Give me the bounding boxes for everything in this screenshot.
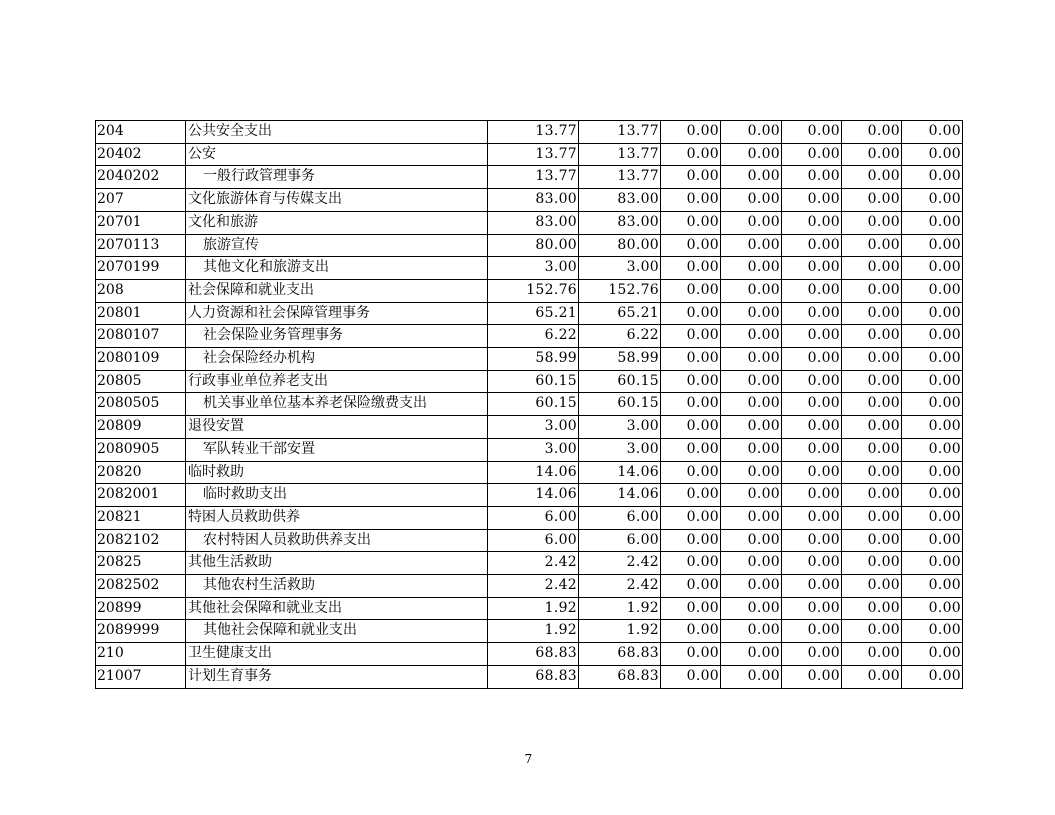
amount-cell: 80.00 — [488, 234, 579, 257]
amount-cell: 0.00 — [842, 348, 902, 371]
amount-cell: 0.00 — [661, 257, 721, 280]
amount-cell: 0.00 — [782, 461, 842, 484]
table-row — [96, 302, 963, 325]
table-row — [96, 325, 963, 348]
table-row — [96, 643, 963, 666]
table-row — [96, 121, 963, 144]
amount-cell: 68.83 — [579, 643, 661, 666]
amount-cell: 0.00 — [721, 348, 782, 371]
amount-cell: 0.00 — [842, 597, 902, 620]
amount-cell: 0.00 — [902, 325, 963, 348]
amount-cell: 13.77 — [579, 143, 661, 166]
table-row — [96, 484, 963, 507]
amount-cell: 0.00 — [782, 348, 842, 371]
amount-cell: 14.06 — [579, 484, 661, 507]
account-code-cell: 20701 — [96, 211, 186, 234]
amount-cell: 0.00 — [902, 189, 963, 212]
amount-cell: 0.00 — [782, 529, 842, 552]
amount-cell: 0.00 — [661, 279, 721, 302]
account-code-cell: 204 — [96, 121, 186, 144]
account-name-cell: 社会保障和就业支出 — [186, 279, 488, 302]
amount-cell: 0.00 — [842, 575, 902, 598]
amount-cell: 1.92 — [488, 620, 579, 643]
amount-cell: 0.00 — [902, 302, 963, 325]
amount-cell: 0.00 — [782, 143, 842, 166]
amount-cell: 0.00 — [842, 189, 902, 212]
amount-cell: 0.00 — [902, 166, 963, 189]
table-row — [96, 348, 963, 371]
account-code-cell: 2082502 — [96, 575, 186, 598]
amount-cell: 0.00 — [721, 529, 782, 552]
account-name-cell: 其他生活救助 — [186, 552, 488, 575]
amount-cell: 152.76 — [488, 279, 579, 302]
amount-cell: 0.00 — [902, 552, 963, 575]
amount-cell: 1.92 — [579, 620, 661, 643]
amount-cell: 0.00 — [902, 620, 963, 643]
amount-cell: 0.00 — [842, 143, 902, 166]
amount-cell: 0.00 — [902, 257, 963, 280]
account-name-cell: 社会保险经办机构 — [186, 348, 488, 371]
account-code-cell: 20809 — [96, 416, 186, 439]
amount-cell: 6.00 — [488, 529, 579, 552]
amount-cell: 0.00 — [842, 121, 902, 144]
amount-cell: 0.00 — [661, 393, 721, 416]
table-row — [96, 234, 963, 257]
amount-cell: 0.00 — [902, 121, 963, 144]
amount-cell: 0.00 — [842, 257, 902, 280]
amount-cell: 0.00 — [661, 143, 721, 166]
amount-cell: 0.00 — [782, 597, 842, 620]
amount-cell: 0.00 — [902, 370, 963, 393]
amount-cell: 0.00 — [842, 393, 902, 416]
account-code-cell: 2082001 — [96, 484, 186, 507]
amount-cell: 60.15 — [488, 370, 579, 393]
amount-cell: 0.00 — [782, 121, 842, 144]
amount-cell: 0.00 — [661, 189, 721, 212]
amount-cell: 6.22 — [488, 325, 579, 348]
account-name-cell: 临时救助支出 — [186, 484, 488, 507]
amount-cell: 3.00 — [579, 257, 661, 280]
amount-cell: 0.00 — [842, 325, 902, 348]
amount-cell: 0.00 — [782, 416, 842, 439]
amount-cell: 0.00 — [782, 166, 842, 189]
amount-cell: 0.00 — [721, 302, 782, 325]
amount-cell: 0.00 — [661, 552, 721, 575]
amount-cell: 6.00 — [579, 529, 661, 552]
account-code-cell: 2080905 — [96, 438, 186, 461]
amount-cell: 3.00 — [488, 438, 579, 461]
account-code-cell: 20820 — [96, 461, 186, 484]
amount-cell: 0.00 — [902, 234, 963, 257]
account-code-cell: 2070199 — [96, 257, 186, 280]
amount-cell: 68.83 — [488, 665, 579, 688]
amount-cell: 0.00 — [661, 121, 721, 144]
table-row — [96, 506, 963, 529]
account-code-cell: 2070113 — [96, 234, 186, 257]
amount-cell: 0.00 — [782, 393, 842, 416]
account-code-cell: 208 — [96, 279, 186, 302]
amount-cell: 13.77 — [579, 121, 661, 144]
amount-cell: 3.00 — [579, 416, 661, 439]
amount-cell: 0.00 — [721, 279, 782, 302]
amount-cell: 1.92 — [488, 597, 579, 620]
account-name-cell: 其他文化和旅游支出 — [186, 257, 488, 280]
account-name-cell: 军队转业干部安置 — [186, 438, 488, 461]
amount-cell: 0.00 — [842, 234, 902, 257]
table-row — [96, 575, 963, 598]
amount-cell: 0.00 — [782, 506, 842, 529]
amount-cell: 0.00 — [842, 279, 902, 302]
amount-cell: 0.00 — [721, 484, 782, 507]
amount-cell: 0.00 — [661, 643, 721, 666]
amount-cell: 0.00 — [902, 348, 963, 371]
table-row — [96, 461, 963, 484]
account-code-cell: 2080109 — [96, 348, 186, 371]
amount-cell: 0.00 — [721, 643, 782, 666]
account-code-cell: 20402 — [96, 143, 186, 166]
amount-cell: 0.00 — [842, 529, 902, 552]
amount-cell: 0.00 — [782, 643, 842, 666]
table-row — [96, 189, 963, 212]
amount-cell: 0.00 — [661, 620, 721, 643]
amount-cell: 3.00 — [488, 257, 579, 280]
account-name-cell: 行政事业单位养老支出 — [186, 370, 488, 393]
amount-cell: 0.00 — [721, 143, 782, 166]
amount-cell: 0.00 — [842, 506, 902, 529]
amount-cell: 0.00 — [661, 302, 721, 325]
table-row — [96, 416, 963, 439]
account-code-cell: 20825 — [96, 552, 186, 575]
table-row — [96, 279, 963, 302]
amount-cell: 0.00 — [661, 348, 721, 371]
amount-cell: 0.00 — [782, 234, 842, 257]
account-code-cell: 20801 — [96, 302, 186, 325]
amount-cell: 0.00 — [902, 143, 963, 166]
amount-cell: 6.00 — [579, 506, 661, 529]
amount-cell: 0.00 — [721, 166, 782, 189]
amount-cell: 0.00 — [782, 325, 842, 348]
table-row — [96, 597, 963, 620]
amount-cell: 0.00 — [721, 461, 782, 484]
amount-cell: 83.00 — [488, 189, 579, 212]
amount-cell: 0.00 — [902, 461, 963, 484]
table-row — [96, 438, 963, 461]
amount-cell: 0.00 — [902, 575, 963, 598]
amount-cell: 0.00 — [842, 461, 902, 484]
account-name-cell: 文化和旅游 — [186, 211, 488, 234]
account-name-cell: 旅游宣传 — [186, 234, 488, 257]
amount-cell: 0.00 — [721, 575, 782, 598]
table-row — [96, 211, 963, 234]
amount-cell: 14.06 — [488, 461, 579, 484]
amount-cell: 0.00 — [721, 665, 782, 688]
account-code-cell: 20805 — [96, 370, 186, 393]
table-row — [96, 257, 963, 280]
amount-cell: 0.00 — [842, 370, 902, 393]
amount-cell: 14.06 — [579, 461, 661, 484]
amount-cell: 0.00 — [661, 211, 721, 234]
amount-cell: 2.42 — [488, 575, 579, 598]
amount-cell: 0.00 — [902, 643, 963, 666]
amount-cell: 58.99 — [488, 348, 579, 371]
account-name-cell: 其他社会保障和就业支出 — [186, 620, 488, 643]
amount-cell: 0.00 — [842, 665, 902, 688]
amount-cell: 0.00 — [661, 234, 721, 257]
amount-cell: 60.15 — [579, 393, 661, 416]
account-name-cell: 社会保险业务管理事务 — [186, 325, 488, 348]
amount-cell: 0.00 — [782, 257, 842, 280]
amount-cell: 0.00 — [661, 665, 721, 688]
account-name-cell: 一般行政管理事务 — [186, 166, 488, 189]
amount-cell: 0.00 — [661, 370, 721, 393]
amount-cell: 0.00 — [782, 211, 842, 234]
amount-cell: 0.00 — [721, 189, 782, 212]
table-row — [96, 370, 963, 393]
amount-cell: 68.83 — [579, 665, 661, 688]
amount-cell: 0.00 — [661, 166, 721, 189]
amount-cell: 0.00 — [721, 370, 782, 393]
amount-cell: 0.00 — [842, 438, 902, 461]
amount-cell: 0.00 — [902, 665, 963, 688]
account-name-cell: 临时救助 — [186, 461, 488, 484]
account-code-cell: 2089999 — [96, 620, 186, 643]
amount-cell: 2.42 — [579, 552, 661, 575]
amount-cell: 0.00 — [721, 506, 782, 529]
amount-cell: 13.77 — [488, 121, 579, 144]
amount-cell: 0.00 — [721, 416, 782, 439]
amount-cell: 0.00 — [842, 552, 902, 575]
amount-cell: 58.99 — [579, 348, 661, 371]
amount-cell: 0.00 — [721, 325, 782, 348]
amount-cell: 0.00 — [721, 121, 782, 144]
amount-cell: 0.00 — [661, 529, 721, 552]
account-name-cell: 公共安全支出 — [186, 121, 488, 144]
amount-cell: 0.00 — [661, 575, 721, 598]
page-number: 7 — [524, 752, 533, 766]
table-row — [96, 529, 963, 552]
amount-cell: 2.42 — [579, 575, 661, 598]
amount-cell: 0.00 — [902, 438, 963, 461]
account-code-cell: 2040202 — [96, 166, 186, 189]
amount-cell: 68.83 — [488, 643, 579, 666]
amount-cell: 0.00 — [782, 189, 842, 212]
amount-cell: 0.00 — [661, 597, 721, 620]
amount-cell: 83.00 — [579, 189, 661, 212]
amount-cell: 0.00 — [721, 234, 782, 257]
amount-cell: 0.00 — [902, 393, 963, 416]
table-body — [96, 121, 963, 689]
amount-cell: 6.00 — [488, 506, 579, 529]
account-name-cell: 机关事业单位基本养老保险缴费支出 — [186, 393, 488, 416]
amount-cell: 0.00 — [902, 416, 963, 439]
table-row — [96, 665, 963, 688]
amount-cell: 0.00 — [902, 279, 963, 302]
amount-cell: 65.21 — [579, 302, 661, 325]
amount-cell: 0.00 — [782, 279, 842, 302]
amount-cell: 0.00 — [902, 211, 963, 234]
amount-cell: 80.00 — [579, 234, 661, 257]
amount-cell: 0.00 — [902, 529, 963, 552]
amount-cell: 0.00 — [902, 484, 963, 507]
amount-cell: 0.00 — [782, 620, 842, 643]
amount-cell: 0.00 — [661, 484, 721, 507]
amount-cell: 0.00 — [661, 438, 721, 461]
amount-cell: 83.00 — [488, 211, 579, 234]
amount-cell: 0.00 — [782, 665, 842, 688]
amount-cell: 0.00 — [782, 552, 842, 575]
account-code-cell: 2080107 — [96, 325, 186, 348]
amount-cell: 60.15 — [488, 393, 579, 416]
account-name-cell: 公安 — [186, 143, 488, 166]
amount-cell: 0.00 — [661, 461, 721, 484]
amount-cell: 0.00 — [721, 393, 782, 416]
amount-cell: 0.00 — [842, 166, 902, 189]
account-code-cell: 2082102 — [96, 529, 186, 552]
amount-cell: 0.00 — [842, 416, 902, 439]
budget-table — [95, 120, 963, 689]
account-name-cell: 人力资源和社会保障管理事务 — [186, 302, 488, 325]
amount-cell: 0.00 — [902, 506, 963, 529]
account-code-cell: 207 — [96, 189, 186, 212]
amount-cell: 0.00 — [661, 416, 721, 439]
amount-cell: 0.00 — [782, 575, 842, 598]
amount-cell: 0.00 — [721, 597, 782, 620]
amount-cell: 3.00 — [579, 438, 661, 461]
amount-cell: 0.00 — [842, 620, 902, 643]
amount-cell: 0.00 — [842, 302, 902, 325]
amount-cell: 2.42 — [488, 552, 579, 575]
table-row — [96, 393, 963, 416]
account-name-cell: 卫生健康支出 — [186, 643, 488, 666]
amount-cell: 0.00 — [782, 438, 842, 461]
amount-cell: 0.00 — [782, 370, 842, 393]
account-name-cell: 特困人员救助供养 — [186, 506, 488, 529]
amount-cell: 13.77 — [488, 143, 579, 166]
amount-cell: 0.00 — [902, 597, 963, 620]
amount-cell: 14.06 — [488, 484, 579, 507]
amount-cell: 0.00 — [782, 302, 842, 325]
account-code-cell: 21007 — [96, 665, 186, 688]
amount-cell: 13.77 — [488, 166, 579, 189]
amount-cell: 0.00 — [842, 211, 902, 234]
account-name-cell: 其他农村生活救助 — [186, 575, 488, 598]
amount-cell: 6.22 — [579, 325, 661, 348]
table-row — [96, 620, 963, 643]
amount-cell: 152.76 — [579, 279, 661, 302]
account-code-cell: 2080505 — [96, 393, 186, 416]
amount-cell: 0.00 — [782, 484, 842, 507]
amount-cell: 60.15 — [579, 370, 661, 393]
table-row — [96, 166, 963, 189]
amount-cell: 0.00 — [842, 484, 902, 507]
account-code-cell: 20899 — [96, 597, 186, 620]
amount-cell: 13.77 — [579, 166, 661, 189]
amount-cell: 0.00 — [721, 438, 782, 461]
account-name-cell: 文化旅游体育与传媒支出 — [186, 189, 488, 212]
amount-cell: 3.00 — [488, 416, 579, 439]
account-name-cell: 退役安置 — [186, 416, 488, 439]
table-row — [96, 552, 963, 575]
account-name-cell: 农村特困人员救助供养支出 — [186, 529, 488, 552]
account-code-cell: 20821 — [96, 506, 186, 529]
account-name-cell: 其他社会保障和就业支出 — [186, 597, 488, 620]
amount-cell: 0.00 — [721, 620, 782, 643]
table-row — [96, 143, 963, 166]
amount-cell: 83.00 — [579, 211, 661, 234]
account-code-cell: 210 — [96, 643, 186, 666]
account-name-cell: 计划生育事务 — [186, 665, 488, 688]
amount-cell: 0.00 — [661, 506, 721, 529]
amount-cell: 0.00 — [842, 643, 902, 666]
amount-cell: 0.00 — [661, 325, 721, 348]
amount-cell: 0.00 — [721, 211, 782, 234]
amount-cell: 65.21 — [488, 302, 579, 325]
amount-cell: 0.00 — [721, 257, 782, 280]
amount-cell: 0.00 — [721, 552, 782, 575]
amount-cell: 1.92 — [579, 597, 661, 620]
